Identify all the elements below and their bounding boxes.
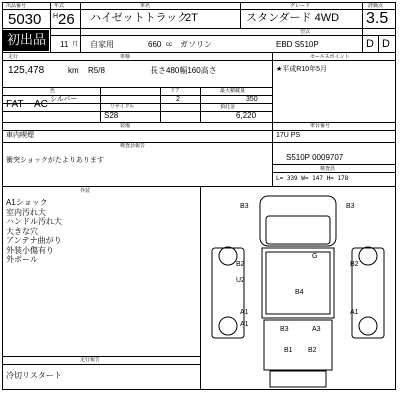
defects-label: 外装 [80,188,91,194]
diagram-code: G [312,253,318,260]
defect-item: 外ボール [6,255,38,264]
inspection-label: 車検 [120,54,131,60]
recycle: S28 [104,111,119,120]
chassis-label: 車台番号 [310,123,331,129]
make-label: 車名 [140,3,151,9]
chassis: S510P 0009707 [286,153,344,162]
score-label: 評価点 [368,3,384,9]
divider [2,111,272,112]
price-label: 預託金 [220,104,236,110]
equipment: 車内喫煙 [6,132,34,139]
capacity: 350 [246,96,258,103]
defect-list [6,198,62,265]
defect-item: アンテナ曲がり [6,236,62,245]
comment: 衝突ショックがたよりあります [6,157,104,164]
doors: 2 [176,96,180,103]
divider [100,87,101,122]
divider [2,130,396,131]
hp: 17U PS [276,132,301,139]
divider [362,2,363,52]
divider [200,87,201,122]
equipment-label: 装備 [120,123,131,129]
month-unit: 月 [72,42,79,48]
divider [2,364,200,365]
diagram-code: B2 [308,347,317,354]
displacement: 660 [148,40,162,49]
diagram-code: A3 [312,326,321,333]
divider [2,95,272,96]
displacement-unit: cc [166,42,172,48]
divider [80,2,81,52]
defect-item: 外装小傷有り [6,245,54,255]
model-code: EBD S510P [276,40,319,49]
divider [2,52,396,53]
model-code-label: 型式 [300,29,311,35]
exterior-score: D [382,38,390,50]
right-front-wheel [359,247,377,265]
diagram-code: B4 [295,289,304,296]
divider [2,122,396,123]
doors-label: ドア [170,88,180,94]
make: ハイゼットトラック [90,12,189,24]
capacity-label: 最大積載量 [220,88,246,94]
divider [2,60,396,61]
grade-label: グレード [290,3,311,9]
divider [378,35,379,52]
divider [50,2,51,52]
year-era: H [53,13,59,20]
diagram-code: B3 [280,326,289,333]
divider [240,2,241,28]
divider [272,164,396,165]
fuel: ガソリン [180,40,212,49]
year-label: 年式 [54,3,65,9]
inspection: R5/8 [88,66,105,75]
ac: AC [34,99,48,110]
mileage-label: 走行 [8,54,19,60]
diagram-code: A1 [240,309,249,316]
diagram-code: A1 [240,321,249,328]
history: ★平成R10年5月 [276,66,328,73]
diagram-code: B2 [350,261,359,268]
defect-item: ハンドル汚れ大 [6,217,62,226]
footer-note: 冷切リスタート [6,371,62,380]
diagram-code: B3 [240,203,249,210]
history-label: セールスポイント [310,54,350,60]
bed-outline [262,248,334,318]
year: 26 [58,11,75,28]
defect-item: A1ショック [6,198,48,207]
footer-label: 走行報告 [80,357,101,363]
lot-number: 5030 [8,11,42,28]
first-listing-text: 初出品 [7,32,47,47]
defect-item: 大きな穴 [6,226,38,236]
divider [272,172,396,173]
comment-label: 検査員報告 [120,143,146,149]
divider [2,356,200,357]
divider [2,142,396,143]
color-label: 色 [50,88,56,94]
tailgate [264,320,332,370]
divider [2,28,396,29]
mileage-unit: km [68,66,79,75]
lot-number-label: 出品番号 [6,3,27,9]
vehicle-diagram [200,186,396,390]
first-listing-badge [3,30,49,51]
price: 6,220 [236,111,257,120]
inspector-label: 検査員 [320,166,336,172]
mileage: 125,478 [8,65,45,76]
color: シルバー [50,96,78,103]
divider [272,52,273,186]
right-rear-wheel [359,317,377,335]
grade: スタンダード 4WD [246,12,340,24]
bed-floor [266,252,330,314]
divider [2,9,396,10]
diagram-code: A1 [350,309,359,316]
bumper [270,371,326,387]
sizes: L= 339 W= 147 H= 178 [276,175,349,182]
diagram-code: B3 [346,203,355,210]
windshield [266,216,330,244]
months: 11 [60,40,69,49]
left-rear-wheel [219,317,237,335]
left-front-wheel [219,247,237,265]
defect-item: 室内汚れ大 [6,207,46,217]
cab-outline [260,196,336,246]
divider [160,87,161,122]
tonnage: 2T [185,12,198,24]
diagram-code: B1 [284,347,293,354]
usage: 自家用 [90,40,114,49]
recycle-label: リサイクル [110,104,135,110]
diagram-code: U2 [236,277,245,284]
diagram-code: B2 [236,261,245,268]
score: 3.5 [366,10,389,27]
transmission: FAT [6,99,24,110]
interior-score: D [366,38,374,50]
divider [50,35,396,36]
dimensions: 長さ480幅160高さ [150,66,217,75]
